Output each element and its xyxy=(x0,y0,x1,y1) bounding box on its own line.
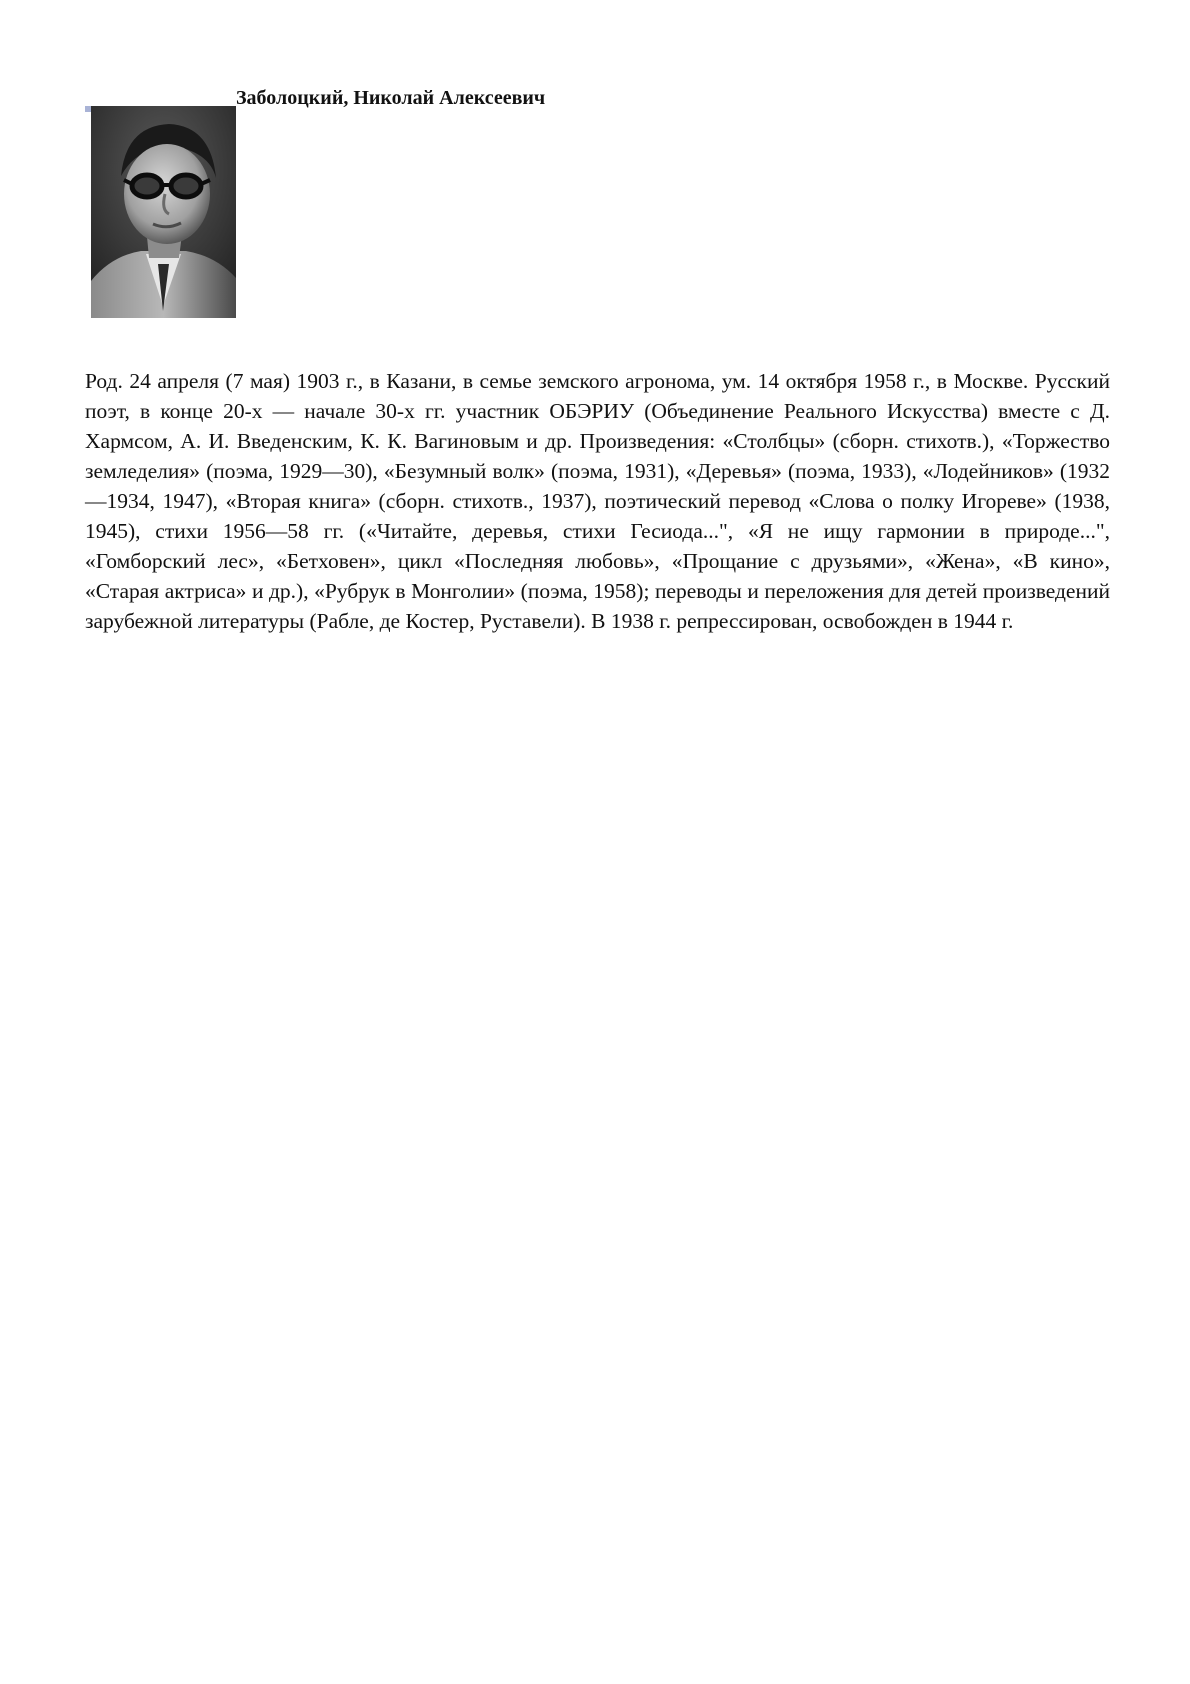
portrait-photo xyxy=(91,106,236,318)
page-title: Заболоцкий, Николай Алексеевич xyxy=(236,87,546,109)
biography-paragraph: Род. 24 апреля (7 мая) 1903 г., в Казани, в семье земского агронома, ум. 14 октября 1958 г., в Москве. Русский поэт, в конце 20-х — начале 30-х гг. участник ОБЭРИУ (Объединение Реального Искусства) вместе с Д. Хармсом, А. И. Введенским, К. К. Вагиновым и др. Произведения: «Столбцы» (сборн. стихотв.), «Торжество земледелия» (поэма, 1929—30), «Безумный волк» (поэма, 1931), «Деревья» (поэма, 1933), «Лодейников» (1932—1934, 1947), «Вторая книга» (сборн. стихотв., 1937), поэтический перевод «Слова о полку Игореве» (1938, 1945), стихи 1956—58 гг. («Читайте, деревья, стихи Гесиода...", «Я не ищу гармонии в природе...", «Гомборский лес», «Бетховен», цикл «Последняя любовь», «Прощание с друзьями», «Жена», «В кино», «Старая актриса» и др.), «Рубрук в Монголии» (поэма, 1958); переводы и переложения для детей произведений зарубежной литературы (Рабле, де Костер, Руставели). В 1938 г. репрессирован, освобожден в 1944 г. xyxy=(85,369,1110,633)
